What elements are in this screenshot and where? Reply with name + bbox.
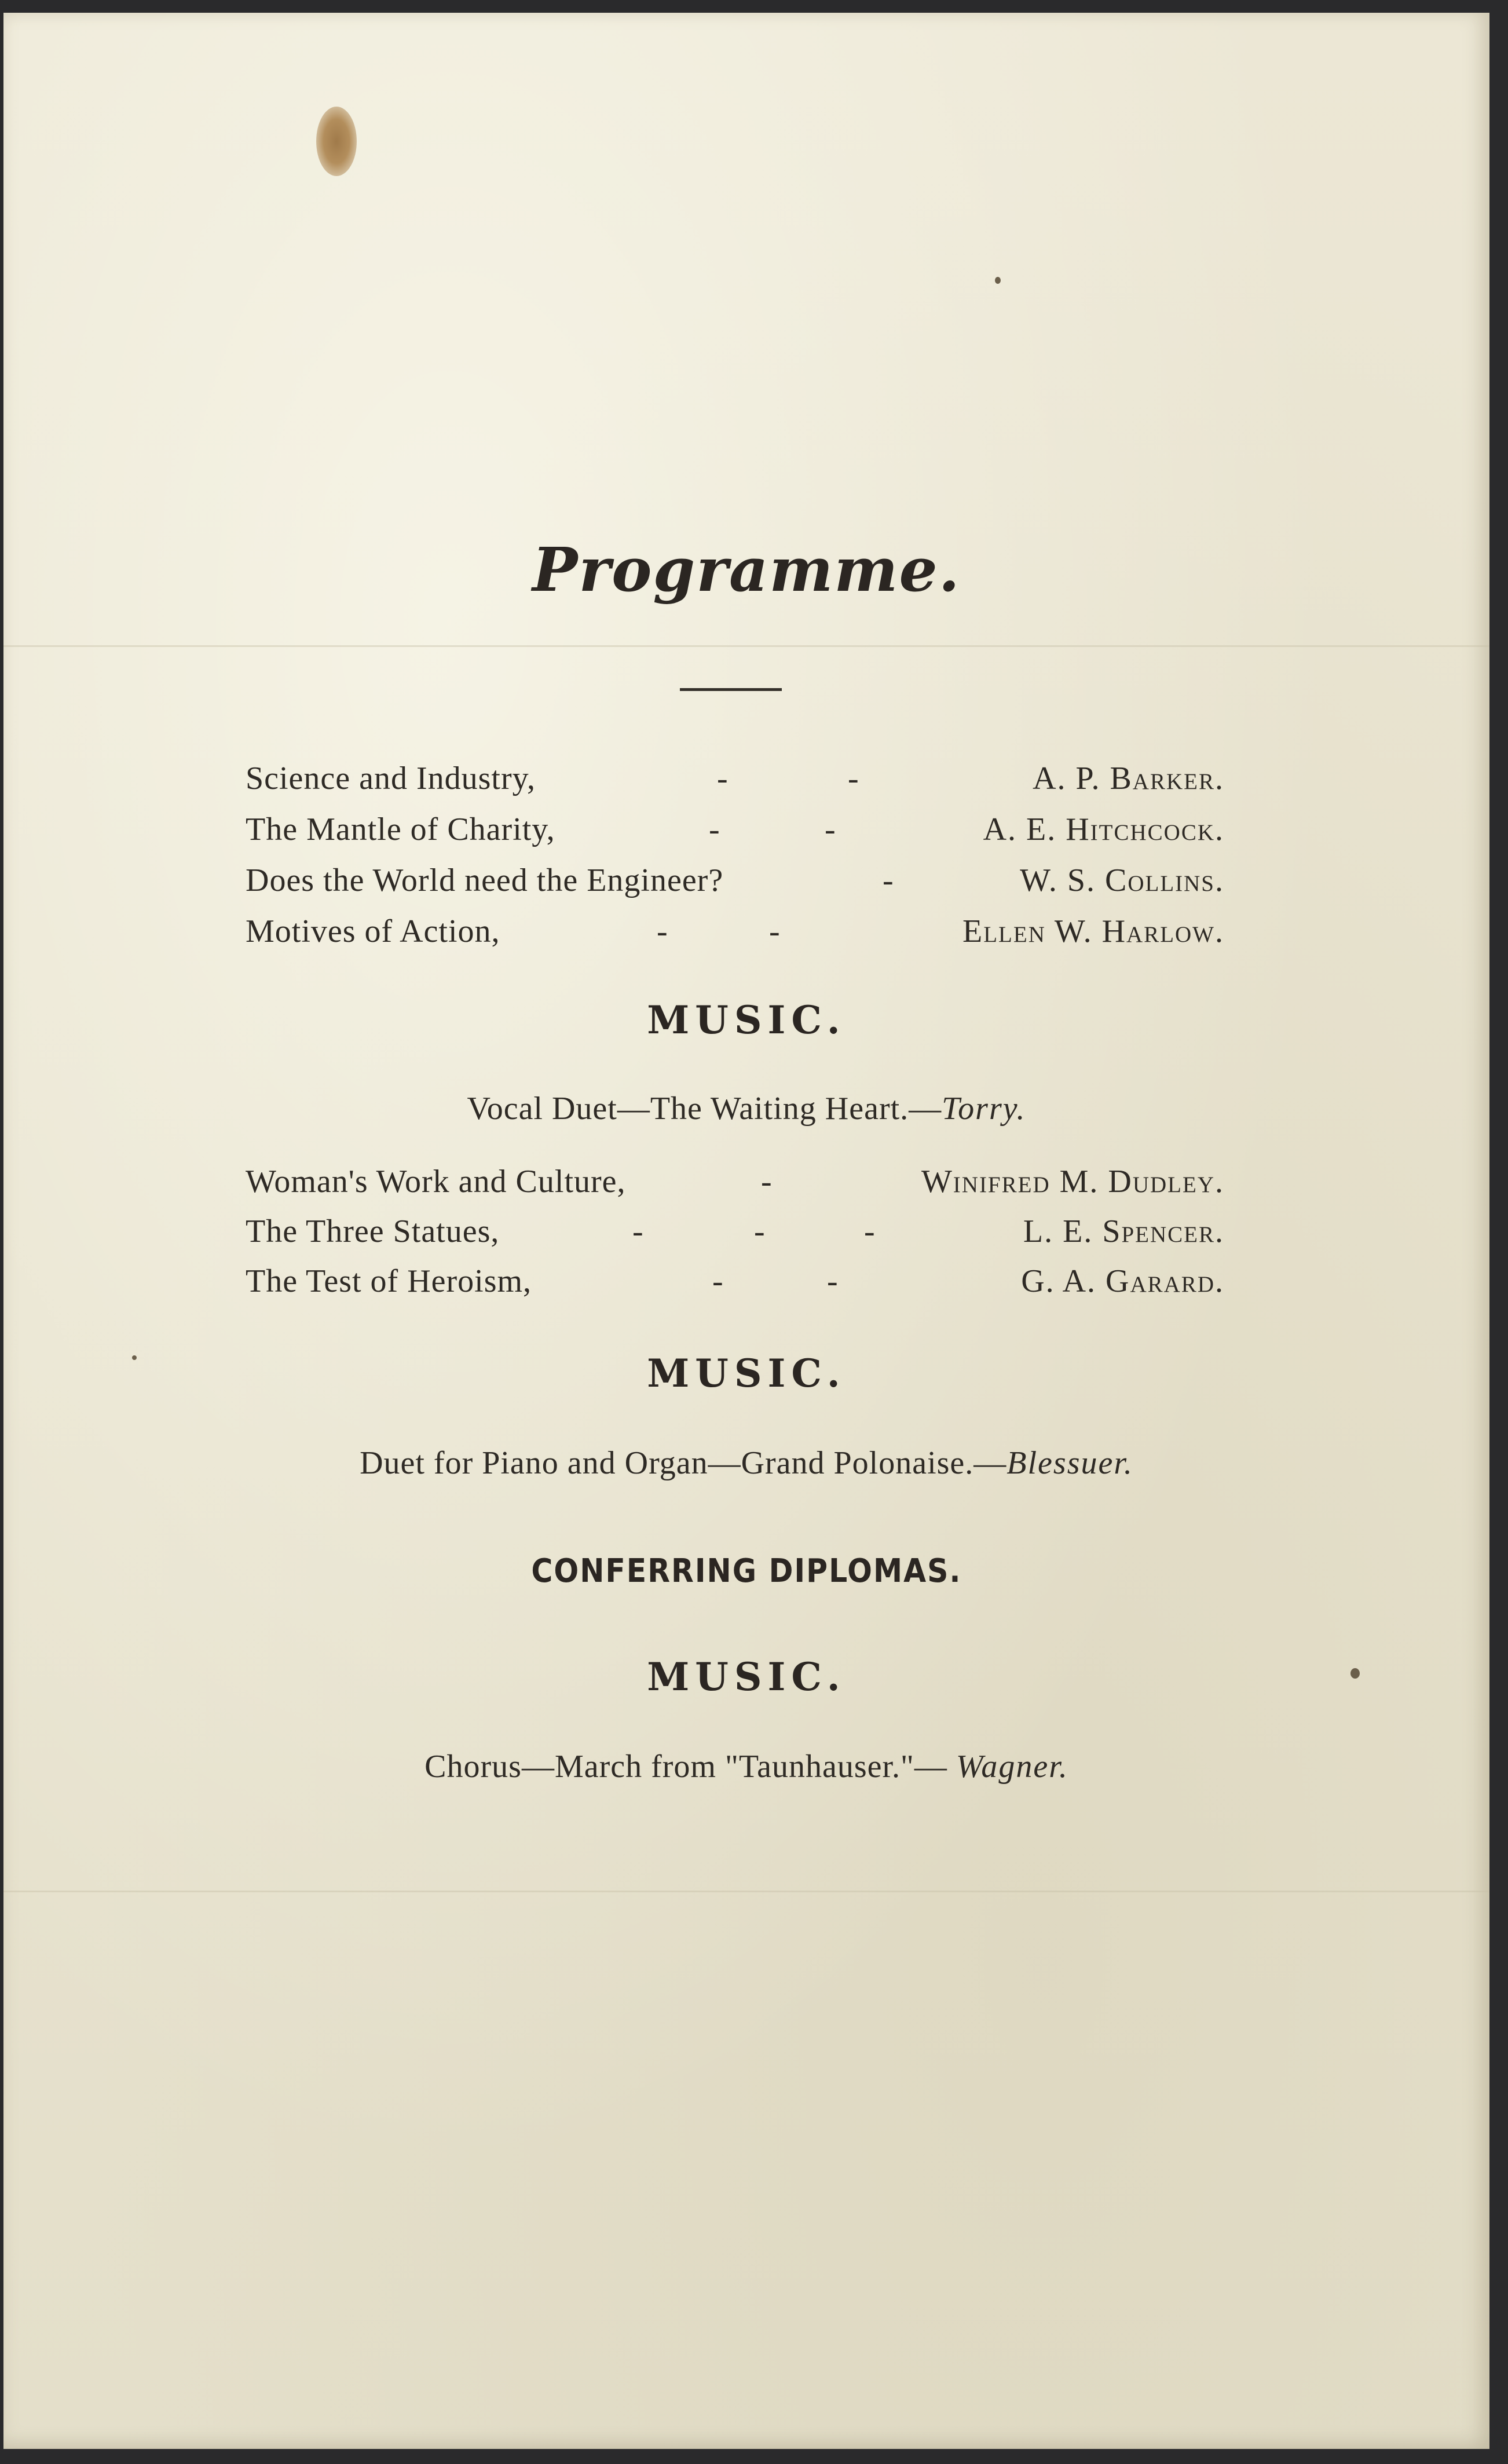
- music-heading: MUSIC.: [647, 1654, 846, 1699]
- entry-dash: -: [827, 1263, 839, 1299]
- entry-dash: -: [761, 1164, 773, 1200]
- programme-entry: [246, 1163, 1224, 1209]
- page-title: Programme.: [532, 534, 961, 605]
- programme-entry: [246, 811, 1224, 857]
- chorus-text: Chorus—March from "Taunhauser."—: [424, 1749, 956, 1785]
- entry-author: Winifred M. Dudley.: [921, 1164, 1224, 1200]
- entry-title: Motives of Action,: [246, 913, 500, 949]
- programme-entry: [246, 913, 1224, 959]
- entry-dash: -: [709, 811, 720, 847]
- entry-title: The Mantle of Charity,: [246, 811, 555, 847]
- paper-speck: [995, 277, 1001, 284]
- entry-dash: -: [883, 862, 894, 898]
- entry-dash: -: [712, 1263, 724, 1299]
- music-heading: MUSIC.: [647, 997, 846, 1043]
- programme-entry: [246, 862, 1224, 908]
- entry-dash: -: [864, 1213, 876, 1249]
- vocal-duet-text: Vocal Duet—The Waiting Heart.—: [467, 1091, 942, 1127]
- entry-dash: -: [825, 811, 836, 847]
- piano-duet-composer: Blessuer.: [1006, 1445, 1133, 1481]
- programme-entry: [246, 1263, 1224, 1309]
- programme-entry: [246, 760, 1224, 806]
- programme-entry: [246, 1213, 1224, 1259]
- entry-dash: -: [657, 913, 668, 949]
- piano-duet-text: Duet for Piano and Organ—Grand Polonaise.—: [360, 1445, 1007, 1481]
- entry-author: W. S. Collins.: [1020, 862, 1224, 898]
- entry-title: Woman's Work and Culture,: [246, 1164, 626, 1200]
- programme-page: [3, 13, 1489, 2449]
- piano-duet-line: [3, 1445, 1489, 1482]
- chorus-line: [3, 1748, 1489, 1785]
- entry-author: L. E. Spencer.: [1023, 1213, 1224, 1249]
- paper-fold: [3, 645, 1489, 647]
- entry-author: G. A. Garard.: [1021, 1263, 1224, 1299]
- music-heading: MUSIC.: [647, 1351, 846, 1396]
- entry-dash: -: [717, 761, 729, 796]
- vocal-duet-line: [3, 1090, 1489, 1127]
- entry-dash: -: [848, 761, 859, 796]
- entry-author: Ellen W. Harlow.: [962, 913, 1224, 949]
- entry-title: Does the World need the Engineer?: [246, 862, 724, 898]
- entry-dash: -: [754, 1213, 766, 1249]
- paper-fold: [3, 1891, 1489, 1892]
- vocal-duet-composer: Torry.: [942, 1091, 1026, 1127]
- entry-title: The Test of Heroism,: [246, 1263, 532, 1299]
- entry-dash: -: [769, 913, 781, 949]
- paper-stain: [316, 107, 357, 176]
- entry-author: A. E. Hitchcock.: [983, 811, 1224, 847]
- title-rule: [680, 688, 782, 691]
- entry-title: Science and Industry,: [246, 761, 536, 796]
- entry-title: The Three Statues,: [246, 1213, 500, 1249]
- conferring-diplomas-heading: CONFERRING DIPLOMAS.: [531, 1552, 962, 1590]
- chorus-composer: Wagner.: [956, 1749, 1068, 1785]
- entry-author: A. P. Barker.: [1033, 761, 1224, 796]
- entry-dash: -: [632, 1213, 644, 1249]
